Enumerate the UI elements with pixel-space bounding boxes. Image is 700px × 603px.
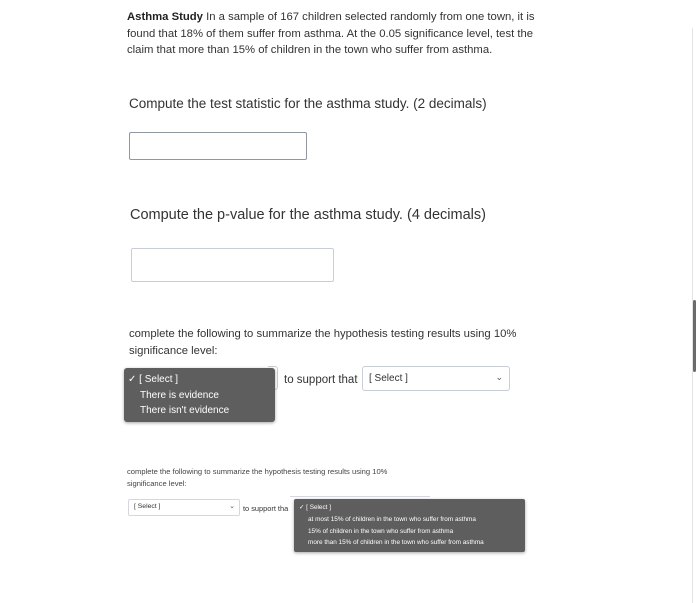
chevron-down-icon: ⌄ <box>229 503 235 510</box>
option-label: [ Select ] <box>139 374 179 385</box>
checkmark-icon: ✓ <box>299 504 305 511</box>
problem-title: Asthma Study <box>127 11 203 23</box>
dropdown-option-selected[interactable] <box>294 502 525 514</box>
summary-2-prompt: complete the following to summarize the hypothesis testing results using 10% significance level: <box>127 467 388 488</box>
summary-2-connector: to support tha <box>243 504 289 513</box>
dropdown-option[interactable]: 15% of children in the town who suffer from asthma <box>308 527 454 535</box>
question-2-prompt: Compute the p-value for the asthma study. (4 decimals) <box>130 207 486 223</box>
problem-body: In a sample of 167 children selected randomly from one town, it is found that 18% of them suffer from asthma. At the 0.05 significance level, test the claim that more than 15% of children in the town who suffer from asthma. <box>127 11 535 56</box>
evidence-dropdown-menu-1 <box>124 368 275 422</box>
test-statistic-input[interactable] <box>129 132 307 160</box>
option-label: [ Select ] <box>306 504 332 511</box>
p-value-input[interactable] <box>131 248 334 282</box>
claim-dropdown-menu-2 <box>294 499 525 552</box>
dropdown-option[interactable]: There is evidence <box>140 389 219 401</box>
evidence-select-2[interactable] <box>128 499 240 516</box>
dropdown-option[interactable]: at most 15% of children in the town who suffer from asthma <box>308 515 476 523</box>
summary-1-prompt: complete the following to summarize the hypothesis testing results using 10% significance level: <box>129 328 517 357</box>
question-1-prompt: Compute the test statistic for the asthma study. (2 decimals) <box>129 96 487 111</box>
dropdown-option[interactable]: more than 15% of children in the town who suffer from asthma <box>308 539 484 547</box>
select-value: [ Select ] <box>369 373 408 384</box>
select-value: [ Select ] <box>134 503 161 510</box>
vertical-scrollbar-thumb[interactable] <box>693 300 696 372</box>
problem-statement <box>127 9 537 59</box>
dropdown-option[interactable]: There isn't evidence <box>140 405 230 416</box>
dropdown-option-selected[interactable] <box>124 372 275 388</box>
claim-select-1[interactable] <box>362 366 510 391</box>
chevron-down-icon: ⌄ <box>495 372 503 382</box>
summary-1-connector: to support that <box>284 374 358 386</box>
checkmark-icon: ✓ <box>128 374 137 385</box>
